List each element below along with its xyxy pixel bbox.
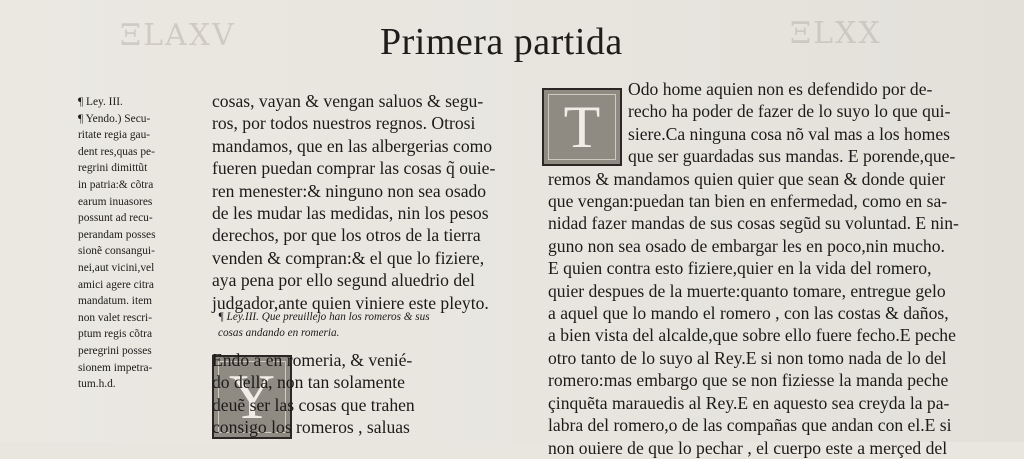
text-line: ¶ Ley.III. Que preuillejo han los romeros & sus bbox=[218, 311, 430, 323]
text-line: quier despues de la muerte:quanto tomare, entregue gelo bbox=[548, 280, 946, 301]
text-line: mandatum. item bbox=[78, 295, 153, 308]
text-line: earum inuasores bbox=[78, 195, 153, 208]
text-line: ¶ Yendo.) Secu- bbox=[78, 112, 151, 125]
text-line: de les mudar las medidas, nin los pesos bbox=[212, 203, 489, 224]
text-line: E quien contra esto fiziere,quier en la vida del romero, bbox=[548, 258, 932, 279]
text-line: do della, non tan solamente bbox=[212, 372, 405, 393]
text-line: judgador,ante quien viniere este pleyto. bbox=[212, 292, 489, 313]
text-line: que ser guardadas sus mandas. E porende,que- bbox=[628, 146, 956, 167]
text-line: dent res,quas pe- bbox=[78, 145, 155, 158]
text-line: tum.h.d. bbox=[78, 378, 116, 391]
text-line: ritate regia gau- bbox=[78, 129, 151, 142]
text-line: sionẽ consangui- bbox=[78, 245, 155, 258]
right-column-text bbox=[548, 78, 959, 459]
text-line: amici agere citra bbox=[78, 278, 154, 291]
text-line: a aquel que lo mando el romero , con las costas & daños, bbox=[548, 303, 949, 324]
text-line: romero:mas embargo que se non fiziesse la manda peche bbox=[548, 370, 949, 391]
drop-cap-letter: Y bbox=[228, 361, 276, 432]
text-line: sionem impetra- bbox=[78, 361, 153, 374]
margin-gloss bbox=[78, 94, 190, 393]
text-line: ros, por todos nuestros regnos. Otrosi bbox=[212, 113, 476, 134]
text-line: aya pena por ello segund aluedrio del bbox=[212, 270, 475, 291]
text-line: deuẽ ser las cosas que trahen bbox=[212, 394, 415, 415]
show-through-text: ΞLXX bbox=[790, 16, 882, 51]
text-line: nidad fazer mandas de sus cosas segũd su voluntad. E nin- bbox=[548, 213, 959, 234]
show-through-text: ΞLAXV bbox=[120, 18, 236, 53]
text-line: recho ha poder de fazer de lo suyo lo que qui- bbox=[628, 101, 951, 122]
left-column-text bbox=[212, 90, 495, 314]
text-line: cosas andando en romeria. bbox=[218, 327, 340, 339]
text-line: labra del romero,o de las compañas que andan con el.E si bbox=[548, 415, 952, 436]
text-line: ¶ Ley. III. bbox=[78, 96, 123, 108]
text-line: in patria:& cõtra bbox=[78, 178, 154, 191]
text-line: nei,aut vicini,vel bbox=[78, 261, 155, 274]
text-line: perandam posses bbox=[78, 228, 156, 241]
text-line: Odo home aquien non es defendido por de- bbox=[628, 79, 933, 99]
text-line: a bien vista del alcalde,que sobre ello fuere fecho.E peche bbox=[548, 325, 956, 346]
text-line: venden & compran:& el que lo fiziere, bbox=[212, 247, 485, 268]
text-line: siere.Ca ninguna cosa nõ val mas a los homes bbox=[628, 123, 950, 144]
text-line: ptum regis cõtra bbox=[78, 328, 153, 341]
text-line: que vengan:puedan tan bien en enfermedad, como en sa- bbox=[548, 191, 948, 212]
text-line: non valet rescri- bbox=[78, 311, 153, 324]
ley-three-text bbox=[212, 349, 415, 439]
text-line: possunt ad recu- bbox=[78, 212, 153, 225]
text-line: mandamos, que en las albergerias como bbox=[212, 135, 493, 156]
text-line: consigo los romeros , saluas bbox=[212, 417, 410, 438]
law-rubric bbox=[218, 309, 430, 341]
text-line: ren menester:& ninguno non sea osado bbox=[212, 180, 487, 201]
text-line: peregrini posses bbox=[78, 344, 152, 357]
drop-cap-letter: T bbox=[563, 93, 601, 160]
text-line: derechos, por que los otros de la tierra bbox=[212, 225, 481, 246]
text-line: otro tanto de lo suyo al Rey.E si non tomo nada de lo del bbox=[548, 347, 947, 368]
text-line: guno non sea osado de embargar les en poco,nin mucho. bbox=[548, 235, 945, 256]
text-line: remos & mandamos quien quier que sean & donde quier bbox=[548, 168, 946, 189]
text-line: fueren puedan comprar las cosas q̃ ouie- bbox=[212, 158, 496, 179]
text-line: cosas, vayan & vengan saluos & segu- bbox=[212, 91, 484, 111]
text-line: Endo a en romeria, & venié- bbox=[212, 350, 413, 370]
text-line: non ouiere de que lo pechar , el cuerpo este a merçed del bbox=[548, 437, 948, 458]
text-line: regrini dimittũt bbox=[78, 162, 148, 175]
text-line: çinquẽta marauedis al Rey.E en aquesto sea creyda la pa- bbox=[548, 392, 950, 413]
page-title: Primera partida bbox=[380, 21, 623, 63]
